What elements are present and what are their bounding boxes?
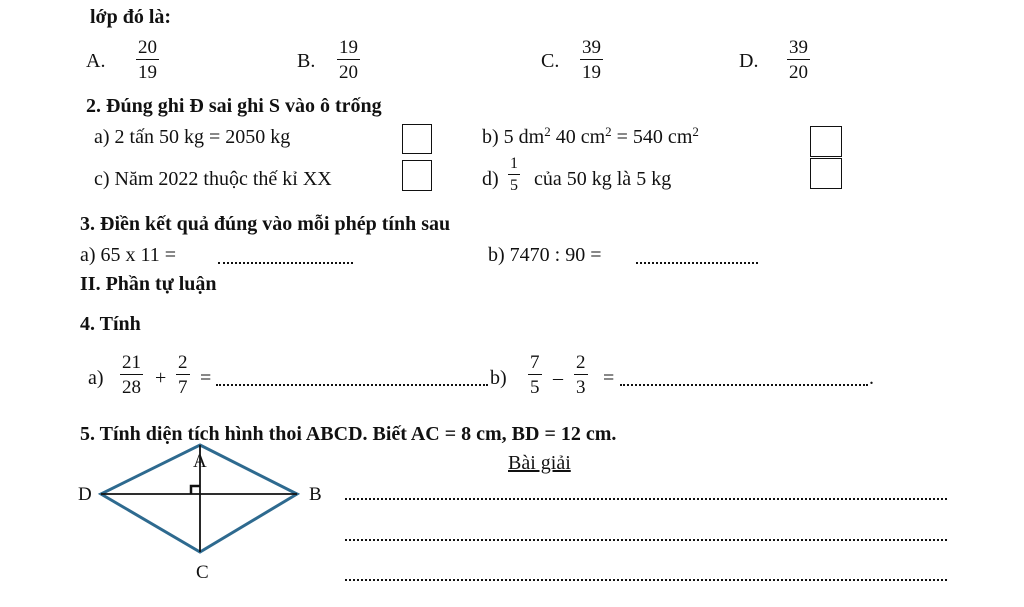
denominator: 20 [789,62,808,83]
q4-b-operator: – [553,367,563,389]
superscript: 2 [605,124,612,139]
vertex-label-d: D [78,484,92,505]
solution-line-2[interactable] [345,539,947,541]
superscript: 2 [544,124,551,139]
denominator: 5 [530,377,540,398]
b-part-1: b) 5 dm [482,126,545,148]
q2-statement-d-text: của 50 kg là 5 kg [534,168,672,190]
q3-item-a: a) 65 x 11 = [80,244,177,266]
q1-option-a-letter: A. [86,50,106,72]
numerator: 2 [576,352,586,373]
q3-title: 3. Điền kết quả đúng vào mỗi phép tính sau [80,213,451,235]
q2-statement-d-label: d) [482,168,499,190]
numerator: 21 [122,352,141,373]
numerator: 39 [582,37,601,58]
denominator: 20 [339,62,358,83]
q4-b-end-period: . [869,367,874,389]
part2-title: II. Phần tự luận [80,273,217,295]
q4-a-equals: = [200,367,212,389]
q4-b-label: b) [490,367,507,389]
q5-title: 5. Tính diện tích hình thoi ABCD. Biết AC = 8 cm, BD = 12 cm. [80,423,617,445]
numerator: 2 [178,352,188,373]
right-angle-mark [191,486,200,494]
denominator: 19 [582,62,601,83]
numerator: 1 [508,156,520,175]
q1-option-c-letter: C. [541,50,560,72]
b-part-2: 40 cm [550,126,606,148]
q1-option-b-letter: B. [297,50,316,72]
denominator: 19 [138,62,157,83]
q2-statement-a: a) 2 tấn 50 kg = 2050 kg [94,126,291,148]
superscript: 2 [692,124,699,139]
denominator: 28 [122,377,141,398]
vertex-label-c: C [196,562,209,583]
numerator: 20 [138,37,157,58]
q2-title: 2. Đúng ghi Đ sai ghi S vào ô trống [86,95,382,117]
numerator: 19 [339,37,358,58]
q4-a-operator: + [155,367,167,389]
q3-item-b: b) 7470 : 90 = [488,244,602,266]
solution-label: Bài giải [508,452,571,474]
q1-option-d-letter: D. [739,50,759,72]
q1-intro: lớp đó là: [90,6,172,28]
vertex-label-b: B [309,484,322,505]
numerator: 7 [530,352,540,373]
denominator: 5 [510,177,518,194]
solution-line-1[interactable] [345,498,947,500]
q4-a-label: a) [88,367,104,389]
numerator: 39 [789,37,808,58]
solution-line-3[interactable] [345,579,947,581]
vertex-label-a: A [193,451,207,472]
q4-title: 4. Tính [80,313,141,335]
b-part-3: = 540 cm [611,126,693,148]
q4-b-equals: = [603,367,615,389]
q2-statement-c: c) Năm 2022 thuộc thế kỉ XX [94,168,332,190]
denominator: 3 [576,377,586,398]
denominator: 7 [178,377,188,398]
